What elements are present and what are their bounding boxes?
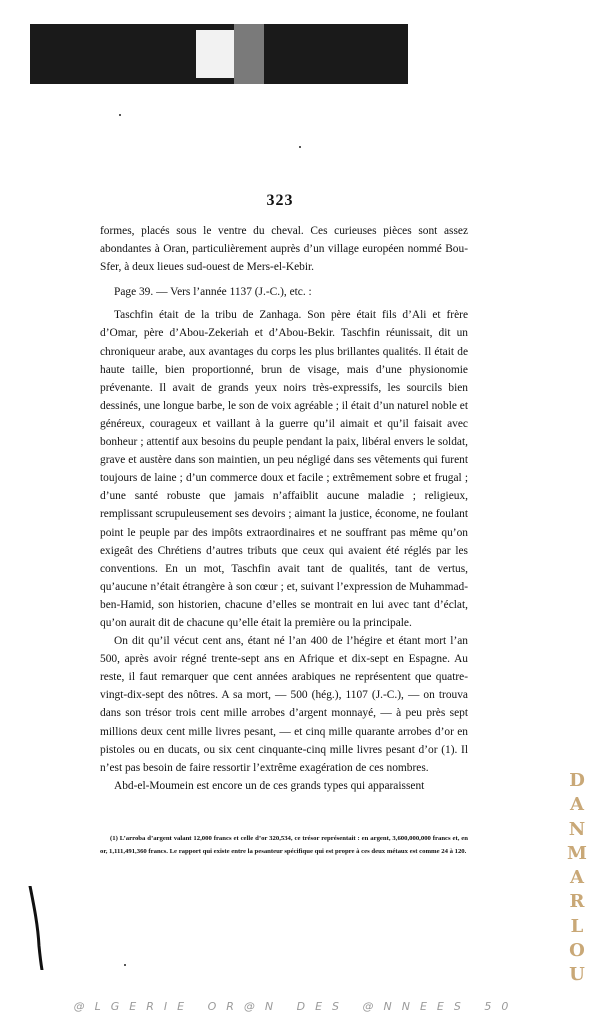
vertical-watermark (564, 772, 590, 984)
scan-speck (124, 964, 126, 966)
scan-artifact-light-block (196, 30, 234, 78)
footnote (100, 832, 468, 858)
scan-speck (119, 114, 121, 116)
watermark-letter: A (570, 794, 584, 816)
footnote-text: (1) L’arroba d’argent valant 12,000 francs et celle d’or 320,534, ce trésor représentait : en argent, 3,600,000,000 francs et, en or, 1,111,491,360 francs. Le rapport qui existe entre la pesanteur spécifique qui est propre à ces deux métaux est comme 24 à 120. (100, 835, 468, 855)
watermark-letter: D (569, 770, 585, 791)
scan-artifact-grey-block (234, 24, 264, 84)
watermark-letter: O (569, 939, 585, 961)
page-number: 323 (266, 192, 294, 209)
watermark-letter: M (567, 842, 587, 864)
scan-artifact-band (30, 24, 408, 84)
body-paragraph: Abd-el-Moumein est encore un de ces grands types qui apparaissent (114, 779, 425, 792)
body-paragraph: On dit qu’il vécut cent ans, étant né l’an 400 de l’hégire et étant mort l’an 500, après avoir régné trente-sept ans en Afrique et dix-sept en Espagne. Au reste, il faut remarquer que cent années arabiques ne représentent que quatre-vingt-dix-sept des nôtres. A sa mort, — 500 (hég.), 1107 (J.-C.), — on trouva dans son trésor trois cent mille arrobes d’argent monnayé, — à peu près sept millions deux cent mille livres pesant, — et cinq mille quarante arrobes d’or en pistoles ou en ducats, ou six cent cinquante-cinq mille livres pesant d’or (1). Il n’est pas besoin de faire ressortir l’extrême exagération de ces nombres. (100, 635, 468, 774)
note-heading: Page 39. — Vers l’année 1137 (J.-C.), etc. : (114, 286, 312, 299)
watermark-letter: R (569, 891, 585, 913)
scan-speck (299, 146, 301, 148)
main-text (100, 222, 468, 795)
watermark-letter: N (568, 818, 586, 840)
watermark-letter: U (569, 964, 585, 985)
watermark-letter: L (570, 915, 584, 937)
watermark-letter: A (570, 867, 584, 888)
margin-bracket-mark (28, 886, 44, 970)
body-paragraph: Taschfin était de la tribu de Zanhaga. Son père était fils d’Ali et frère d’Omar, père d’Abou-Zekeriah et d’Abou-Bekir. Taschfin réunissait, dit un chroniqueur arabe, aux avantages du corps les plus brillantes qualités. Il était de haute taille, bien proportionné, brun de visage, mais d’une physionomie prévenante. Il avait de grands yeux noirs très-expressifs, les sourcils bien dessinés, une longue barbe, le son de voix agréable ; il était d’un naturel noble et généreux, courageux et vaillant à la guerre qu’il aimait et qu’il faisait avec bonheur ; attentif aux besoins du peuple pendant la paix, libéral envers le soldat, grave et austère dans son maintien, un peu négligé dans ses vêtements qui furent toujours de laine ; d’un commerce doux et facile ; extrêmement sobre et frugal ; d’une santé robuste que jamais n’affaiblit aucune maladie ; religieux, remplissant scrupuleusement ses devoirs ; aimant la justice, économe, ne foulant point le peuple par des impôts extraordinaires et ne souffrant pas même qu’on exigeât des Chrétiens d’autres tributs que ceux qui avaient été réglés par les conventions. En un mot, Taschfin avait tant de qualités, tant de vertus, qu’aucune n’était étrangère à son cœur ; et, suivant l’expression de Muhammad-ben-Hamid, son historien, chacune d’elles se montrait en lui avec tant d’éclat, qu’on aurait dit de chacune qu’elle était la première ou la principale. (100, 309, 468, 629)
footer-watermark: @LGERIE OR@N DES @NNEES 50 (73, 1000, 519, 1013)
continuation-paragraph: formes, placés sous le ventre du cheval. Ces curieuses pièces sont assez abondantes à Oran, particulièrement auprès d’un village européen nommé Bou-Sfer, à deux lieues sud-ouest de Mers-el-Kebir. (100, 225, 468, 274)
